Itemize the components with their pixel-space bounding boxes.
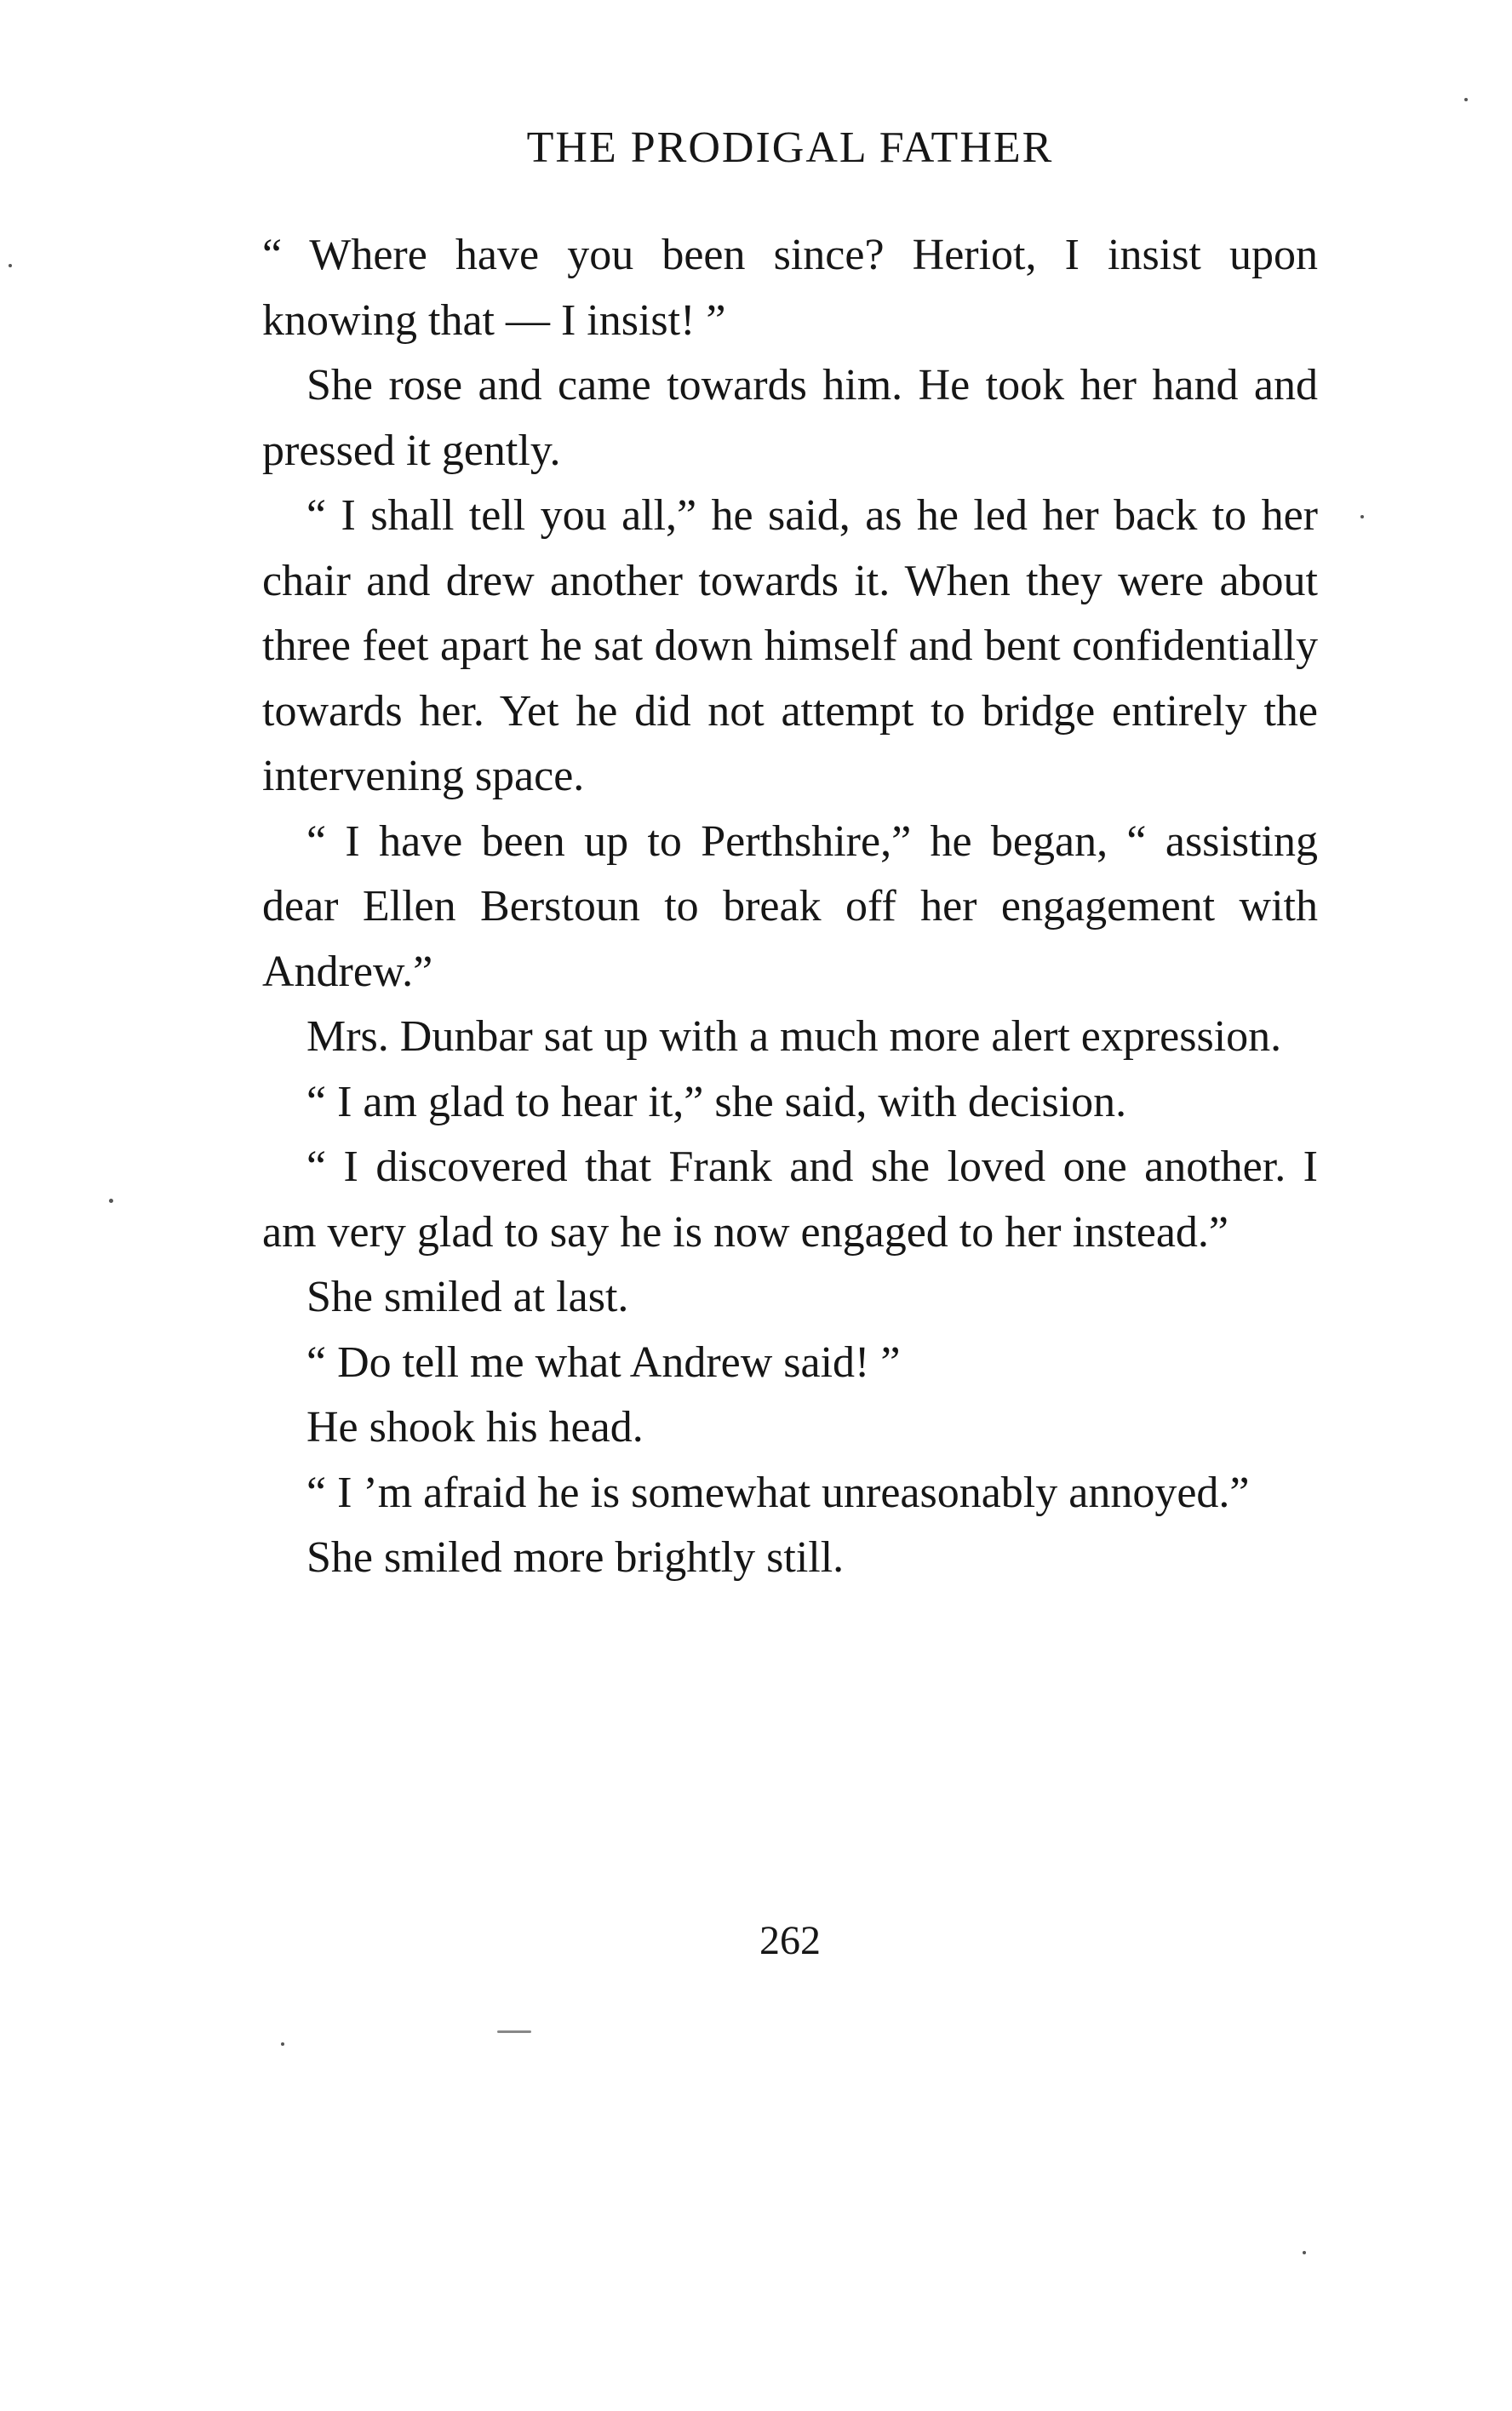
- paragraph: She smiled more brightly still.: [306, 1533, 845, 1582]
- scan-speck: [1464, 98, 1468, 101]
- scan-speck: [497, 2030, 531, 2033]
- paragraph: “ I discovered that Frank and she loved one another. I am very glad to say he is now engaged to her instead.”: [262, 1143, 1318, 1257]
- paragraph: “ I am glad to hear it,” she said, with decision.: [306, 1077, 1127, 1126]
- scan-speck: [9, 264, 12, 267]
- paragraph: She smiled at last.: [306, 1273, 629, 1321]
- running-head: THE PRODIGAL FATHER: [526, 123, 1054, 172]
- paragraph: She rose and came towards him. He took her hand and pressed it gently.: [262, 361, 1318, 475]
- page-number: 262: [759, 1918, 821, 1963]
- paragraph: Mrs. Dunbar sat up with a much more alert expression.: [306, 1012, 1282, 1061]
- scan-speck: [281, 2042, 284, 2046]
- body-text: [262, 223, 1318, 1591]
- paragraph: “ Where have you been since? Heriot, I insist upon knowing that — I insist! ”: [262, 231, 1318, 345]
- paragraph: “ Do tell me what Andrew said! ”: [306, 1337, 901, 1387]
- paragraph: “ I shall tell you all,” he said, as he led her back to her chair and drew another towards it. When they were about three feet apart he sat down himself and bent confidentially towards her. Yet he did not attempt to bridge entirely the intervening space.: [262, 491, 1318, 800]
- scan-speck: [1303, 2251, 1306, 2254]
- paragraph: He shook his head.: [306, 1403, 644, 1452]
- paragraph: “ I ’m afraid he is somewhat unreasonably annoyed.”: [306, 1468, 1250, 1517]
- paragraph: “ I have been up to Perthshire,” he began, “ assisting dear Ellen Berstoun to break off her engagement with Andrew.”: [262, 816, 1318, 996]
- scan-speck: [1360, 515, 1364, 518]
- scan-speck: [109, 1199, 113, 1203]
